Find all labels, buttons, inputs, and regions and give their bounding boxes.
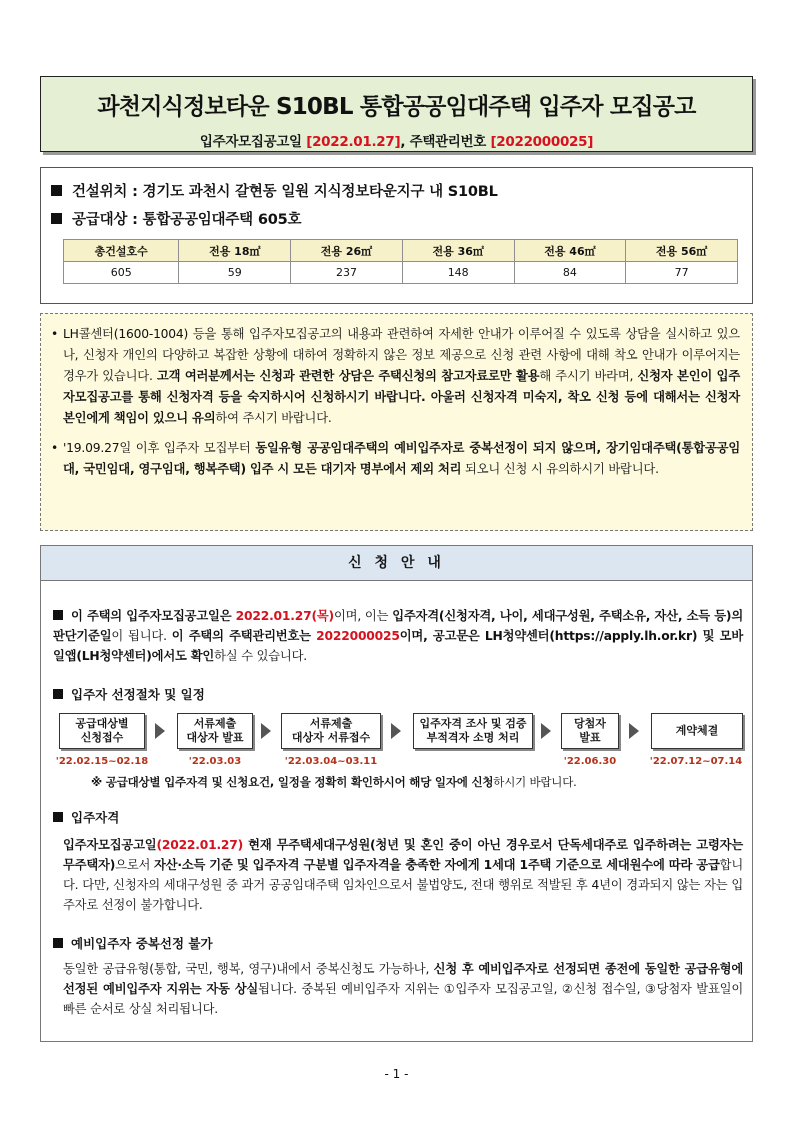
duplicate-text [63, 959, 743, 1019]
notice-emphasis: 신청자 본인이 입주자모집공고를 통해 신청자격 등을 숙지하시어 신청하시기 바랍니다. 아울러 신청자격 미숙지, 착오 신청 등에 대해서는 신청자 본인에게 책임이 있으니 유의 [63, 369, 741, 425]
step-label: 신청접수 [80, 731, 124, 744]
qual-emphasis: 현재 무주택세대구성원(청년 및 혼인 중이 아닌 경우로서 단독세대주로 입주하려는 고령자는 무주택자) [63, 838, 743, 872]
step-label: 공급대상별 [75, 717, 129, 730]
step-date: '22.07.12~07.14 [649, 756, 743, 767]
step-label: 서류제출 [193, 717, 237, 730]
step-label: 계약체결 [675, 724, 719, 737]
location-line [51, 180, 498, 201]
step-label: 당첨자 [574, 717, 606, 730]
intro-paragraph [53, 606, 743, 666]
table-cell: 605 [64, 262, 179, 284]
step-date: '22.03.03 [188, 756, 242, 767]
dup-emphasis: 신청 후 예비입주자로 선정되면 종전에 동일한 공급유형에 선정된 예비입주자 지위는 자동 상실 [63, 962, 743, 996]
table-cell: 84 [514, 262, 626, 284]
notice-box [40, 313, 753, 531]
supply-table [63, 239, 738, 284]
qualification-heading [53, 808, 119, 826]
qualification-text [63, 835, 743, 915]
step-box [413, 713, 533, 749]
dup-text: 동일한 공급유형(통합, 국민, 행복, 영구)내에서 중복신청도 가능하나, [63, 962, 434, 976]
table-cell: 237 [291, 262, 403, 284]
qual-emphasis: 자산·소득 기준 및 입주자격 구분별 입주자격을 충족한 자에게 1세대 1주택 기준으로 세대원수에 따라 공급 [153, 858, 720, 872]
note-text: 하시기 바랍니다. [493, 775, 577, 789]
notice-item [63, 438, 740, 480]
arrow-right-icon [541, 723, 551, 739]
table-header: 전용 46㎡ [514, 240, 626, 262]
step-date: '22.03.04~03.11 [284, 756, 378, 767]
square-bullet-icon [53, 610, 63, 620]
page-number: - 1 - [384, 1067, 409, 1081]
table-header: 총건설호수 [64, 240, 179, 262]
qual-emphasis: 입주자모집공고일 [63, 838, 157, 852]
step-box [59, 713, 145, 749]
location-text: 건설위치 : 경기도 과천시 갈현동 일원 지식정보타운지구 내 S10BL [72, 184, 498, 200]
notice-list [41, 314, 752, 480]
qualification-title: 입주자격 [71, 810, 120, 825]
table-header: 전용 18㎡ [179, 240, 291, 262]
square-bullet-icon [53, 938, 63, 948]
note-emphasis: ※ 공급대상별 입주자격 및 신청요건, 일정을 정확히 확인하시어 해당 일자에 신청 [91, 775, 494, 789]
table-cell: 148 [402, 262, 514, 284]
subtitle-prefix: 입주자모집공고일 [199, 134, 307, 150]
notice-text: 하여 주시기 바랍니다. [215, 411, 332, 425]
intro-emphasis: 이 주택의 주택관리번호는 [171, 629, 317, 643]
table-row [64, 262, 738, 284]
intro-date: 2022.01.27(목) [235, 609, 334, 623]
schedule-note [91, 774, 577, 790]
apply-section [40, 545, 753, 1042]
housing-number: [2022000025] [490, 134, 594, 150]
arrow-right-icon [391, 723, 401, 739]
step-date: '22.06.30 [563, 756, 617, 767]
duplicate-heading [53, 934, 213, 952]
arrow-right-icon [261, 723, 271, 739]
page-title: 과천지식정보타운 S10BL 통합공공임대주택 입주자 모집공고 [97, 94, 696, 120]
page-subtitle [41, 130, 752, 150]
qual-text: 합니다. 다만, 신청자의 세대구성원 중 과거 공공임대주택 임차인으로서 불법양도, 전대 행위로 적발된 후 4년이 경과되지 않는 자는 입주자로 선정이 불가합니다. [63, 858, 744, 912]
notice-item [63, 324, 740, 429]
qual-text: 으로서 [115, 858, 154, 872]
step-box [651, 713, 743, 749]
dup-text: 됩니다. 중복된 예비입주자 지위는 ①입주자 모집공고일, ②신청 접수일, ③당첨자 발표일이 빠른 순서로 상실 처리됩니다. [63, 982, 743, 1016]
apply-heading: 신 청 안 내 [41, 546, 752, 581]
table-header: 전용 36㎡ [402, 240, 514, 262]
info-box [40, 167, 753, 304]
step-box [177, 713, 253, 749]
schedule-heading [53, 685, 205, 703]
intro-text: 이며, 이는 [333, 609, 393, 623]
square-bullet-icon [53, 689, 63, 699]
announcement-date: [2022.01.27] [306, 134, 401, 150]
arrow-right-icon [155, 723, 165, 739]
square-bullet-icon [53, 812, 63, 822]
intro-emphasis: 이며, 공고문은 LH청약센터(https://apply.lh.or.kr) 및 모바일앱(LH청약센터)에서도 확인 [53, 629, 744, 663]
notice-text: '19.09.27일 이후 입주자 모집부터 [63, 441, 256, 455]
intro-text: 이 주택의 입주자모집공고일은 [71, 609, 236, 623]
step-label: 부적격자 소명 처리 [426, 731, 520, 744]
square-bullet-icon [51, 213, 62, 224]
step-label: 발표 [579, 731, 601, 744]
notice-emphasis: 동일유형 공공임대주택의 예비입주자로 중복선정이 되지 않으며, 장기임대주택(통합공공임대, 국민임대, 영구임대, 행복주택) 입주 시 모든 대기자 명부에서 제외 처리 [63, 441, 740, 476]
step-date: '22.02.15~02.18 [55, 756, 149, 767]
duplicate-title: 예비입주자 중복선정 불가 [71, 936, 213, 951]
title-box [40, 76, 753, 152]
step-box [561, 713, 619, 749]
arrow-right-icon [629, 723, 639, 739]
square-bullet-icon [51, 185, 62, 196]
step-label: 대상자 발표 [186, 731, 244, 744]
intro-text: 이 됩니다. [111, 629, 172, 643]
table-cell: 59 [179, 262, 291, 284]
supply-text: 공급대상 : 통합공공임대주택 605호 [72, 212, 302, 228]
intro-emphasis: 입주자격(신청자격, 나이, 세대구성원, 주택소유, 자산, 소득 등)의 판단기준일 [53, 609, 744, 643]
notice-text: LH콜센터(1600-1004) 등을 통해 입주자모집공고의 내용과 관련하여 자세한 안내가 이루어질 수 있도록 상담을 실시하고 있으나, 신청자 개인의 다양하고 복잡한 상황에 대하여 정확하지 않은 정보 제공으로 신청 관련 사항에 대해 착오 안내가 이루어지는 경우가 있습니다. [63, 327, 740, 383]
table-header: 전용 56㎡ [626, 240, 738, 262]
step-label: 대상자 서류접수 [291, 731, 371, 744]
table-header-row [64, 240, 738, 262]
table-cell: 77 [626, 262, 738, 284]
subtitle-mid: , 주택관리번호 [400, 134, 491, 150]
notice-emphasis: 고객 여러분께서는 신청과 관련한 상담은 주택신청의 참고자료로만 활용 [156, 369, 540, 383]
supply-line [51, 208, 301, 229]
intro-text: 하실 수 있습니다. [214, 649, 308, 663]
notice-text: 해 주시기 바라며, [539, 369, 638, 383]
table-header: 전용 26㎡ [291, 240, 403, 262]
qual-date: (2022.01.27) [156, 838, 244, 852]
step-box [281, 713, 381, 749]
intro-number: 2022000025 [316, 629, 400, 643]
step-label: 입주자격 조사 및 검증 [419, 717, 527, 730]
notice-text: 되오니 신청 시 유의하시기 바랍니다. [461, 462, 659, 476]
schedule-title: 입주자 선정절차 및 일정 [71, 687, 205, 702]
step-label: 서류제출 [309, 717, 353, 730]
